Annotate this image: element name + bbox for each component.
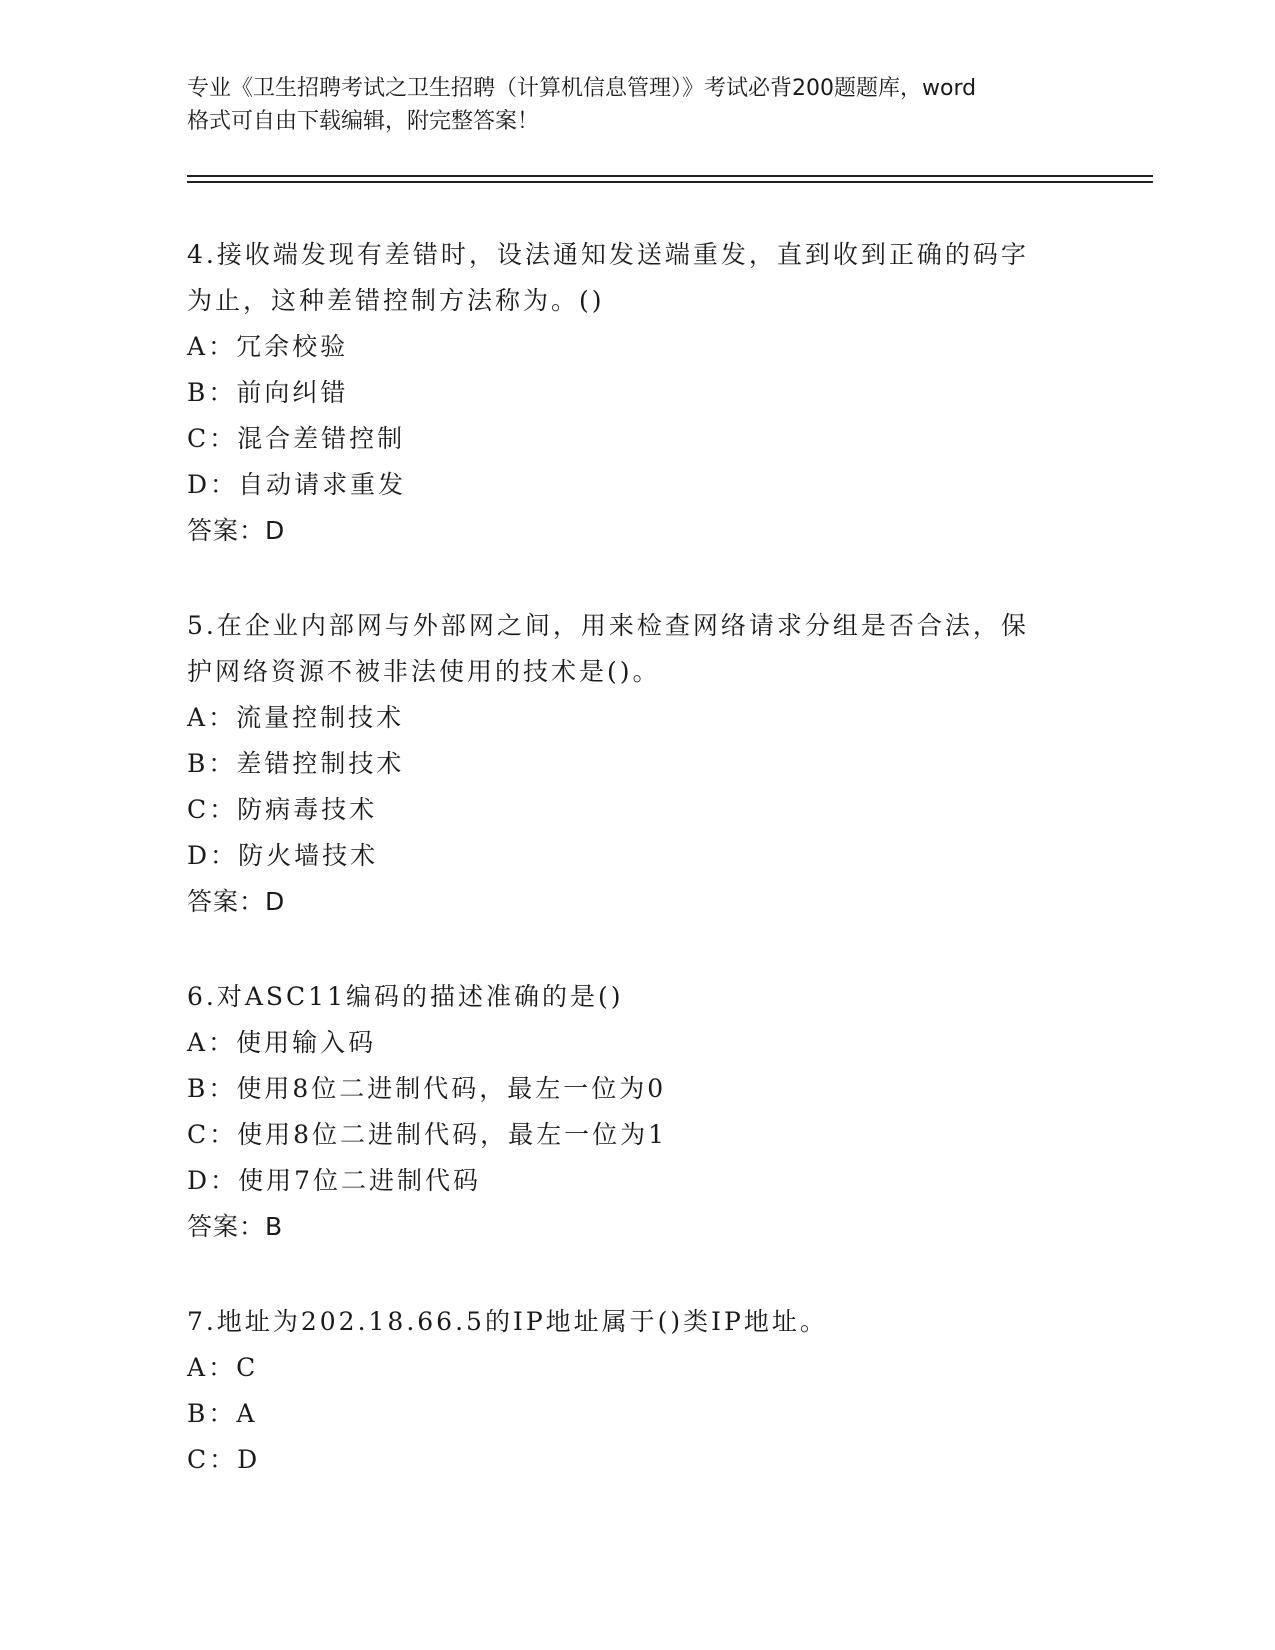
option-letter: A — [187, 1353, 209, 1382]
option-c: C：混合差错控制 — [187, 424, 406, 453]
answer-line — [187, 508, 1087, 554]
option-text: 使用8位二进制代码，最左一位为1 — [237, 1120, 667, 1149]
answer-label: 答案： — [187, 516, 266, 545]
option-text: 自动请求重发 — [238, 470, 407, 499]
document-header — [187, 72, 1087, 138]
option-text: 使用7位二进制代码 — [238, 1166, 481, 1195]
option-text: 冗余校验 — [236, 332, 349, 361]
answer-line — [187, 879, 1087, 925]
option-text: 前向纠错 — [236, 378, 349, 407]
option-a: A：冗余校验 — [187, 332, 349, 361]
answer-value: D — [265, 887, 286, 916]
option-d: D：自动请求重发 — [187, 470, 407, 499]
question-text-line: 7.地址为202.18.66.5的IP地址属于()类IP地址。 — [187, 1307, 828, 1336]
question-4 — [187, 232, 1087, 554]
option-letter: D — [187, 841, 211, 870]
option-letter: B — [187, 749, 209, 778]
option-letter: A — [187, 703, 209, 732]
option-letter: B — [187, 1074, 209, 1103]
option-text: C — [236, 1353, 259, 1382]
question-7 — [187, 1299, 1087, 1483]
option-c: C：防病毒技术 — [187, 795, 378, 824]
answer-value: B — [265, 1212, 284, 1241]
option-c: C：使用8位二进制代码，最左一位为1 — [187, 1120, 667, 1149]
answer-value: D — [265, 516, 286, 545]
question-text-line: 护网络资源不被非法使用的技术是()。 — [187, 657, 661, 686]
header-divider-top — [187, 175, 1153, 177]
option-letter: B — [187, 1399, 209, 1428]
option-a: A：C — [187, 1353, 259, 1382]
option-letter: C — [187, 795, 210, 824]
header-divider-bottom — [187, 181, 1153, 183]
option-letter: C — [187, 424, 210, 453]
option-a: A：流量控制技术 — [187, 703, 405, 732]
option-letter: D — [187, 470, 211, 499]
option-a: A：使用输入码 — [187, 1028, 377, 1057]
option-letter: C — [187, 1120, 210, 1149]
option-text: 防火墙技术 — [238, 841, 379, 870]
answer-label: 答案： — [187, 1212, 266, 1241]
option-text: 防病毒技术 — [237, 795, 378, 824]
header-line-2: 格式可自由下载编辑，附完整答案！ — [187, 109, 540, 134]
answer-line — [187, 1204, 1087, 1250]
option-letter: B — [187, 378, 209, 407]
question-text-line: 6.对ASC11编码的描述准确的是() — [187, 982, 624, 1011]
option-text: A — [236, 1399, 258, 1428]
option-letter: C — [187, 1445, 210, 1474]
option-text: D — [237, 1445, 261, 1474]
option-letter: A — [187, 1028, 209, 1057]
question-list — [187, 232, 1087, 1532]
option-letter: A — [187, 332, 209, 361]
header-line-1: 专业《卫生招聘考试之卫生招聘（计算机信息管理）》考试必背200题题库，word — [187, 76, 977, 101]
option-b: B：前向纠错 — [187, 378, 349, 407]
option-b: B：差错控制技术 — [187, 749, 405, 778]
option-d: D：防火墙技术 — [187, 841, 379, 870]
question-5 — [187, 603, 1087, 925]
option-text: 差错控制技术 — [236, 749, 405, 778]
option-c: C：D — [187, 1445, 261, 1474]
question-text-line: 为止，这种差错控制方法称为。() — [187, 286, 605, 315]
question-text-line: 4.接收端发现有差错时，设法通知发送端重发，直到收到正确的码字 — [187, 240, 1029, 269]
option-text: 使用输入码 — [236, 1028, 377, 1057]
option-letter: D — [187, 1166, 211, 1195]
option-b: B：使用8位二进制代码，最左一位为0 — [187, 1074, 667, 1103]
option-text: 混合差错控制 — [237, 424, 406, 453]
question-text-line: 5.在企业内部网与外部网之间，用来检查网络请求分组是否合法，保 — [187, 611, 1029, 640]
question-6 — [187, 974, 1087, 1250]
option-text: 使用8位二进制代码，最左一位为0 — [236, 1074, 667, 1103]
option-d: D：使用7位二进制代码 — [187, 1166, 481, 1195]
answer-label: 答案： — [187, 887, 266, 916]
option-b: B：A — [187, 1399, 258, 1428]
option-text: 流量控制技术 — [236, 703, 405, 732]
